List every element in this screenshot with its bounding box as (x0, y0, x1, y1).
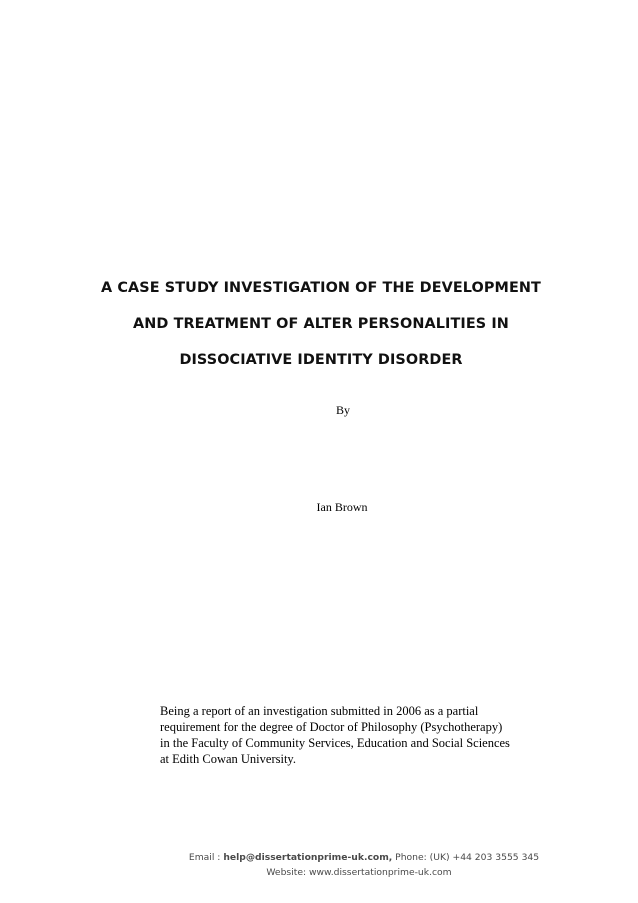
footer-contact-line (0, 850, 638, 865)
statement-line-4: at Edith Cowan University. (160, 752, 296, 766)
title-line-1: A CASE STUDY INVESTIGATION OF THE DEVELOPMENT (101, 280, 541, 296)
submission-statement (160, 703, 580, 767)
footer-email-label: Email : (188, 852, 224, 863)
document-title (0, 270, 638, 378)
footer-email[interactable]: help@dissertationprime-uk.com, (223, 852, 393, 863)
footer-website[interactable]: Website: www.dissertationprime-uk.com (266, 867, 452, 878)
author-name: Ian Brown (316, 500, 368, 514)
footer-phone: Phone: (UK) +44 203 3555 345 (392, 852, 540, 863)
statement-line-1: Being a report of an investigation submitted in 2006 as a partial (160, 704, 479, 718)
page-footer (0, 850, 638, 880)
statement-line-2: requirement for the degree of Doctor of Philosophy (Psychotherapy) (160, 720, 503, 734)
title-line-3: DISSOCIATIVE IDENTITY DISORDER (179, 352, 463, 368)
statement-line-3: in the Faculty of Community Services, Education and Social Sciences (160, 736, 510, 750)
by-label: By (335, 403, 350, 417)
title-line-2: AND TREATMENT OF ALTER PERSONALITIES IN (133, 316, 509, 332)
